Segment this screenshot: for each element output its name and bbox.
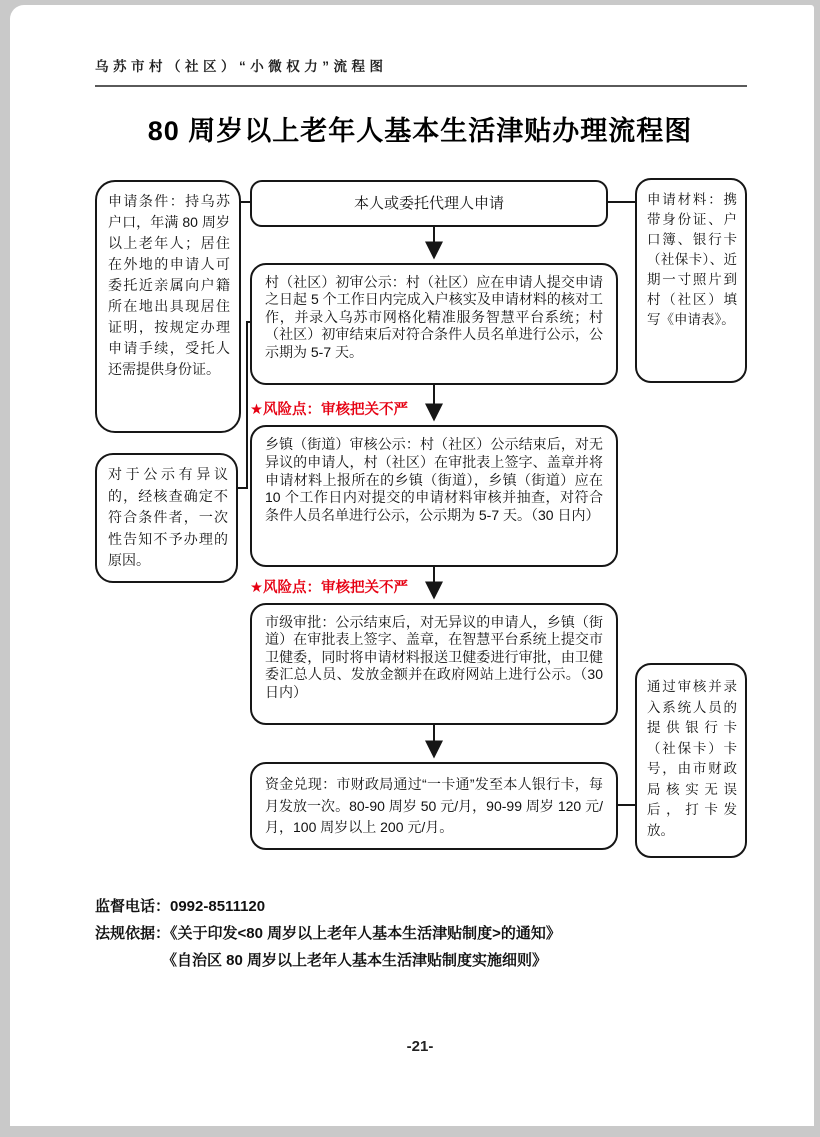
box-city-approval: 市级审批：公示结束后，对无异议的申请人，乡镇（街道）在审批表上签字、盖章，在智慧平台系统上提交市卫健委，同时将申请材料报送卫健委进行审批，由卫健委汇总人员、发放金额并在政府网站上进行公示。（30 日内）	[250, 603, 618, 725]
box-apply-conditions: 申请条件：持乌苏户口，年满 80 周岁以上老年人；居住在外地的申请人可委托近亲属向户籍所在地出具现居住证明，按规定办理申请手续，受托人还需提供身份证。	[95, 180, 241, 433]
box-apply: 本人或委托代理人申请	[250, 180, 608, 227]
supervision-phone: 监督电话：0992-8511120	[95, 898, 266, 915]
box-fund-payment: 资金兑现：市财政局通过“一卡通”发至本人银行卡，每月发放一次。80-90 周岁 50 元/月，90-99 周岁 120 元/月，100 周岁以上 200 元/月。	[250, 762, 618, 850]
risk-point-label-2: ★风险点：审核把关不严	[250, 580, 408, 596]
document-header-label: 乌苏市村（社区）“小微权力”流程图	[95, 59, 388, 74]
box-village-review: 村（社区）初审公示：村（社区）应在申请人提交申请之日起 5 个工作日内完成入户核实及申请材料的核对工作，并录入乌苏市网格化精准服务智慧平台系统；村（社区）初审结束后对符合条件人员名单进行公示，公示期为 5-7 天。	[250, 263, 618, 385]
document-page	[10, 5, 814, 1126]
legal-basis-line2: 《自治区 80 周岁以上老年人基本生活津贴制度实施细则》	[162, 952, 548, 969]
box-township-review: 乡镇（街道）审核公示：村（社区）公示结束后，对无异议的申请人，村（社区）在审批表上签字、盖章并将申请材料上报所在的乡镇（街道），乡镇（街道）应在 10 个工作日内对提交的申请材料审核并抽查，对符合条件人员名单进行公示，公示期为 5-7 天。（30 日内）	[250, 425, 618, 567]
risk-point-label-1: ★风险点：审核把关不严	[250, 402, 408, 418]
legal-basis-line1: 法规依据：《关于印发<80 周岁以上老年人基本生活津贴制度>的通知》	[95, 925, 561, 942]
box-objection-notice: 对于公示有异议的，经核查确定不符合条件者，一次性告知不予办理的原因。	[95, 453, 238, 583]
page-title: 80 周岁以上老年人基本生活津贴办理流程图	[147, 116, 693, 146]
page-number: -21-	[406, 1038, 434, 1055]
box-application-materials: 申请材料：携带身份证、户口簿、银行卡（社保卡）、近期一寸照片到村（社区）填写《申请表》。	[635, 178, 747, 383]
box-bank-card-info: 通过审核并录入系统人员的提供银行卡（社保卡）卡号，由市财政局核实无误后，打卡发放。	[635, 663, 747, 858]
